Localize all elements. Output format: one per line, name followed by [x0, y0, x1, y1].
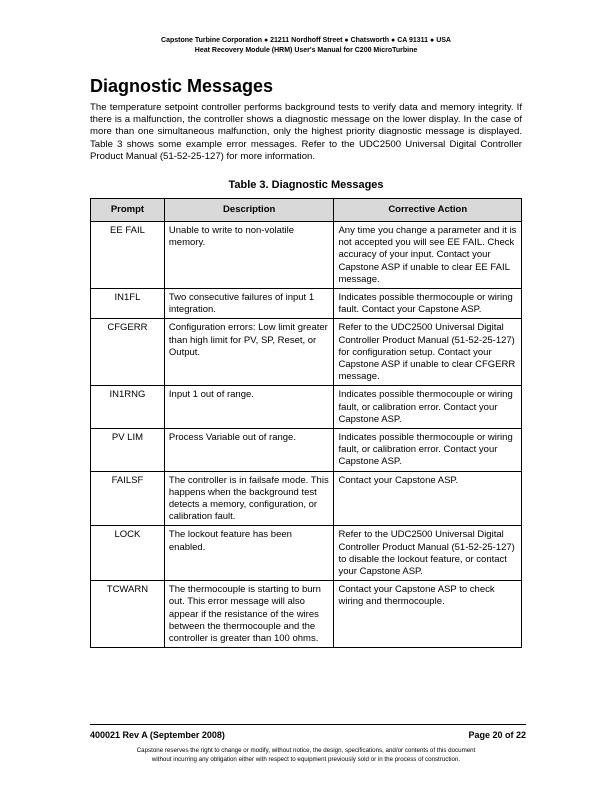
header-corrective-action: Corrective Action: [334, 199, 522, 222]
header-company-line: Capstone Turbine Corporation ● 21211 Nordhoff Street ● Chatsworth ● CA 91311 ● USA: [161, 37, 451, 44]
header-description: Description: [164, 199, 334, 222]
action-cell: Indicates possible thermocouple or wiring fault. Contact your Capstone ASP.: [334, 289, 522, 319]
table-row: [91, 289, 522, 319]
diagnostic-messages-table: [90, 198, 522, 648]
intro-paragraph: The temperature setpoint controller performs background tests to verify data and memory integrity. If there is a malfunction, the controller shows a diagnostic message on the lower display. In the case of more than one simultaneous malfunction, only the highest priority diagnostic message is displayed. Table 3 shows some example error messages. Refer to the UDC2500 Universal Digital Controller Product Manual (51-52-25-127) for more information.: [90, 102, 522, 162]
action-cell: Refer to the UDC2500 Universal Digital Controller Product Manual (51-52-25-127) to disable the lockout feature, or contact your Capstone ASP.: [334, 526, 522, 581]
prompt-cell: LOCK: [91, 526, 165, 581]
footer-divider: [90, 724, 526, 725]
description-cell: The controller is in failsafe mode. This happens when the background test detects a memory, configuration, or calibration fault.: [164, 471, 334, 526]
table-row: [91, 222, 522, 289]
table-row: [91, 429, 522, 472]
prompt-cell: FAILSF: [91, 471, 165, 526]
table-row: [91, 581, 522, 648]
disclaimer-line: Capstone reserves the right to change or modify, without notice, the design, specifications, and/or contents of this document: [136, 747, 476, 754]
description-cell: Process Variable out of range.: [164, 429, 334, 472]
action-cell: Any time you change a parameter and it is not accepted you will see EE FAIL. Check accuracy of your input. Contact your Capstone ASP if unable to clear EE FAIL message.: [334, 222, 522, 289]
table-row: [91, 526, 522, 581]
description-cell: Configuration errors: Low limit greater than high limit for PV, SP, Reset, or Output.: [164, 319, 334, 386]
section-title: Diagnostic Messages: [90, 76, 274, 96]
header-prompt: Prompt: [91, 199, 165, 222]
prompt-cell: PV LIM: [91, 429, 165, 472]
footer-page-number: Page 20 of 22: [468, 730, 526, 740]
header-manual-title: Heat Recovery Module (HRM) User's Manual for C200 MicroTurbine: [194, 47, 418, 54]
prompt-cell: TCWARN: [91, 581, 165, 648]
action-cell: Contact your Capstone ASP to check wiring and thermocouple.: [334, 581, 522, 648]
description-cell: Unable to write to non-volatile memory.: [164, 222, 334, 289]
action-cell: Indicates possible thermocouple or wiring fault, or calibration error. Contact your Capstone ASP.: [334, 429, 522, 472]
table-caption: Table 3. Diagnostic Messages: [228, 179, 384, 191]
prompt-cell: EE FAIL: [91, 222, 165, 289]
page-header: [0, 36, 612, 56]
table-row: [91, 386, 522, 429]
prompt-cell: IN1RNG: [91, 386, 165, 429]
footer-document-id: 400021 Rev A (September 2008): [90, 730, 225, 740]
disclaimer-line: without incurring any obligation either with respect to equipment previously sold or in the process of construction.: [151, 756, 461, 763]
action-cell: Indicates possible thermocouple or wiring fault, or calibration error. Contact your Capstone ASP.: [334, 386, 522, 429]
prompt-cell: IN1FL: [91, 289, 165, 319]
description-cell: Input 1 out of range.: [164, 386, 334, 429]
description-cell: The thermocouple is starting to burn out. This error message will also appear if the resistance of the wires between the thermocouple and the controller is greater than 100 ohms.: [164, 581, 334, 648]
description-cell: Two consecutive failures of input 1 integration.: [164, 289, 334, 319]
table-header-row: [91, 199, 522, 222]
footer-disclaimer: [0, 746, 612, 764]
table-row: [91, 471, 522, 526]
action-cell: Contact your Capstone ASP.: [334, 471, 522, 526]
table-row: [91, 319, 522, 386]
description-cell: The lockout feature has been enabled.: [164, 526, 334, 581]
action-cell: Refer to the UDC2500 Universal Digital Controller Product Manual (51-52-25-127) for configuration setup. Contact your Capstone ASP if unable to clear CFGERR message.: [334, 319, 522, 386]
prompt-cell: CFGERR: [91, 319, 165, 386]
